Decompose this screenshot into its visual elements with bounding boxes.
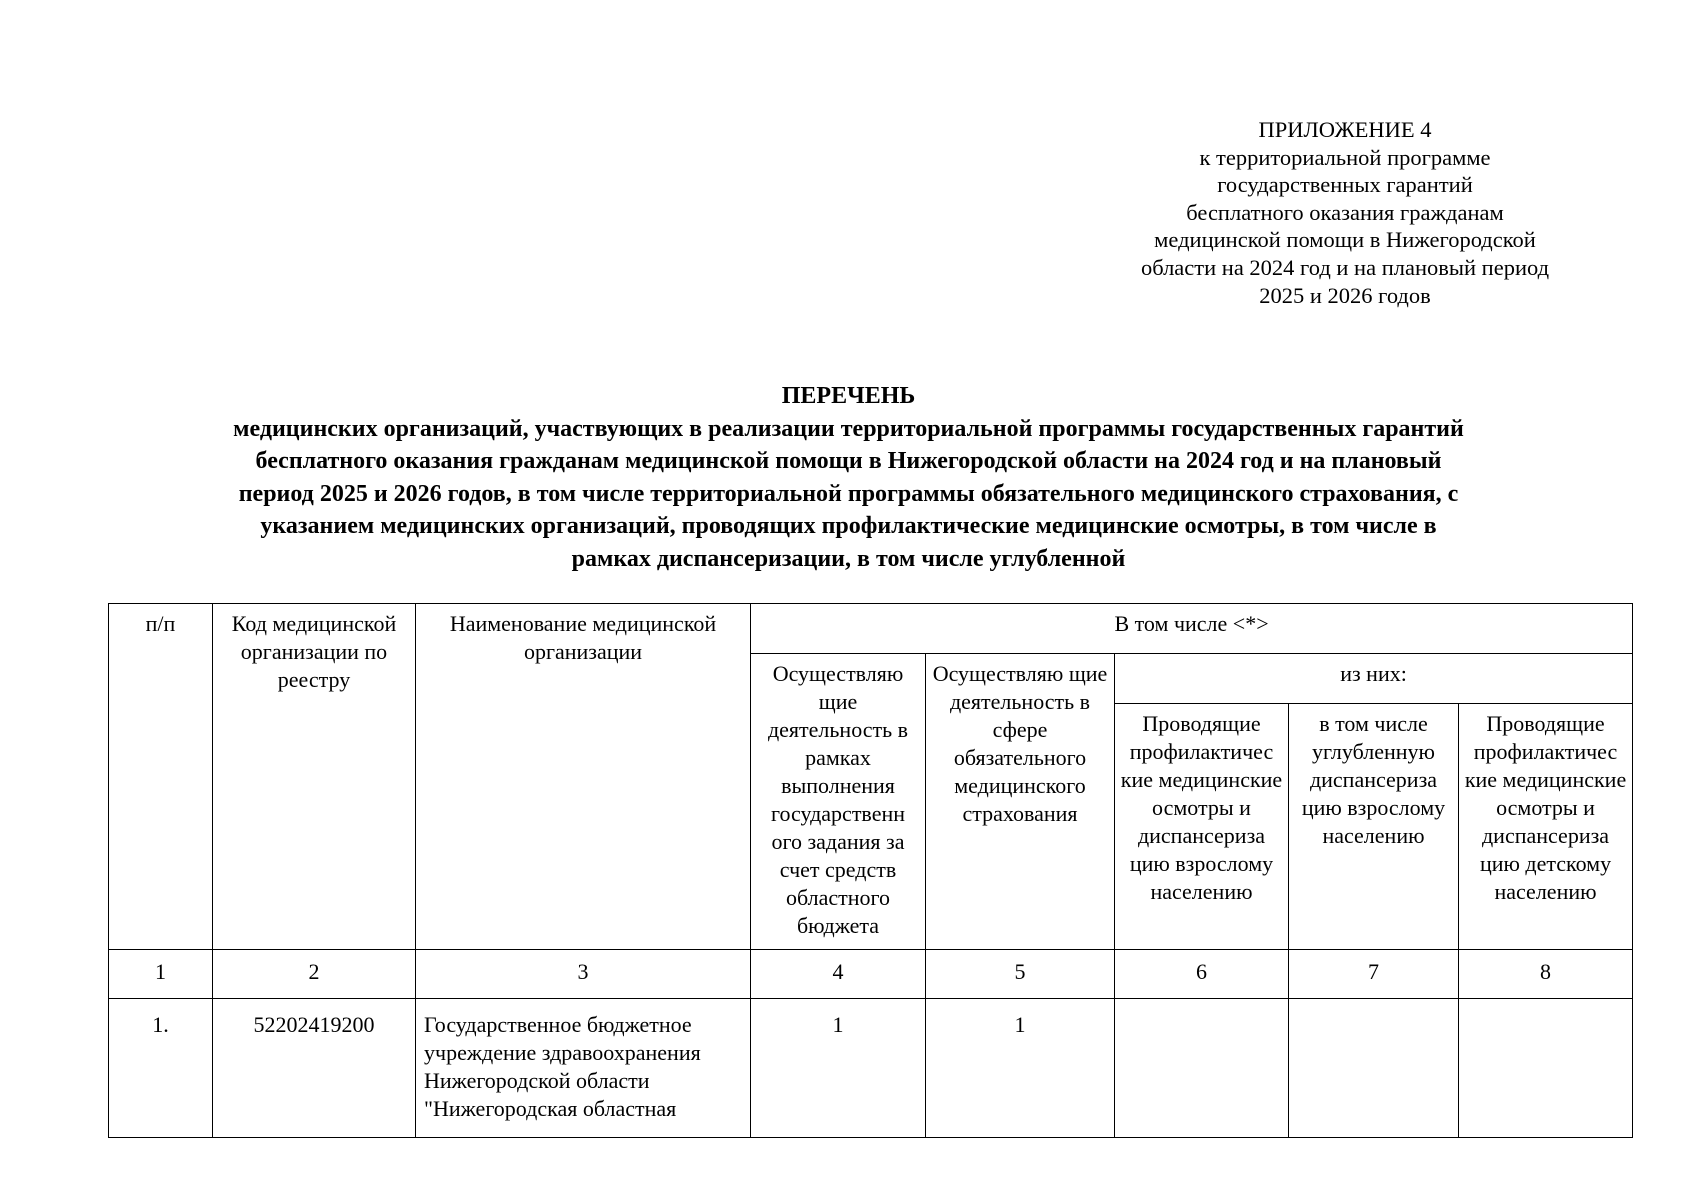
row-state-task-flag: 1 — [751, 999, 926, 1138]
table-row — [109, 999, 1633, 1138]
column-number: 8 — [1459, 950, 1633, 999]
appendix-line: государственных гарантий — [1217, 172, 1473, 198]
appendix-line: бесплатного оказания гражданам — [1186, 199, 1504, 225]
row-child-checkups-flag — [1459, 999, 1633, 1138]
header-col-adult-checkups: Проводящие профилактичес кие медицинские осмотры и диспансериза цию взрослому населению — [1115, 704, 1289, 950]
header-col-code: Код медицинской организации по реестру — [213, 604, 416, 950]
column-number-row — [109, 950, 1633, 999]
document-title — [100, 380, 1597, 576]
title-line: рамках диспансеризации, в том числе углубленной — [571, 545, 1126, 572]
title-heading: ПЕРЕЧЕНЬ — [781, 383, 916, 409]
row-index: 1. — [109, 999, 213, 1138]
header-col-child-checkups: Проводящие профилактичес кие медицинские осмотры и диспансериза цию детскому населению — [1459, 704, 1633, 950]
row-adult-checkups-flag — [1115, 999, 1289, 1138]
appendix-line: области на 2024 год и на плановый период — [1140, 254, 1550, 280]
appendix-block — [1110, 116, 1580, 309]
column-number: 7 — [1289, 950, 1459, 999]
column-number: 1 — [109, 950, 213, 999]
row-code: 52202419200 — [213, 999, 416, 1138]
column-number: 2 — [213, 950, 416, 999]
header-col-oms: Осуществляю щие деятельность в сфере обязательного медицинского страхования — [926, 654, 1115, 950]
title-line: период 2025 и 2026 годов, в том числе территориальной программы обязательного медицинского страхования, с — [238, 480, 1459, 507]
column-number: 5 — [926, 950, 1115, 999]
header-group-including: В том числе <*> — [751, 604, 1633, 654]
header-col-in-depth: в том числе углубленную диспансериза цию взрослому населению — [1289, 704, 1459, 950]
column-number: 4 — [751, 950, 926, 999]
row-org-name: Государственное бюджетное учреждение здравоохранения Нижегородской области "Нижегородская областная — [416, 999, 751, 1138]
appendix-line: медицинской помощи в Нижегородской — [1154, 227, 1536, 253]
header-subgroup-of-them: из них: — [1115, 654, 1633, 704]
header-col-name: Наименование медицинской организации — [416, 604, 751, 950]
title-line: указанием медицинских организаций, проводящих профилактические медицинские осмотры, в том числе в — [260, 513, 1437, 540]
appendix-title: ПРИЛОЖЕНИЕ 4 — [1258, 117, 1432, 142]
appendix-line: 2025 и 2026 годов — [1259, 282, 1431, 308]
header-col-state-task: Осуществляю щие деятельность в рамках выполнения государственн ого задания за счет средств областного бюджета — [751, 654, 926, 950]
row-in-depth-flag — [1289, 999, 1459, 1138]
appendix-line: к территориальной программе — [1199, 144, 1491, 170]
title-line: бесплатного оказания гражданам медицинской помощи в Нижегородской области на 2024 год и на плановый — [255, 448, 1442, 475]
column-number: 3 — [416, 950, 751, 999]
column-number: 6 — [1115, 950, 1289, 999]
header-col-index: п/п — [109, 604, 213, 950]
row-oms-flag: 1 — [926, 999, 1115, 1138]
organizations-table — [108, 603, 1633, 1138]
title-line: медицинских организаций, участвующих в реализации территориальной программы государственных гарантий — [233, 415, 1464, 442]
